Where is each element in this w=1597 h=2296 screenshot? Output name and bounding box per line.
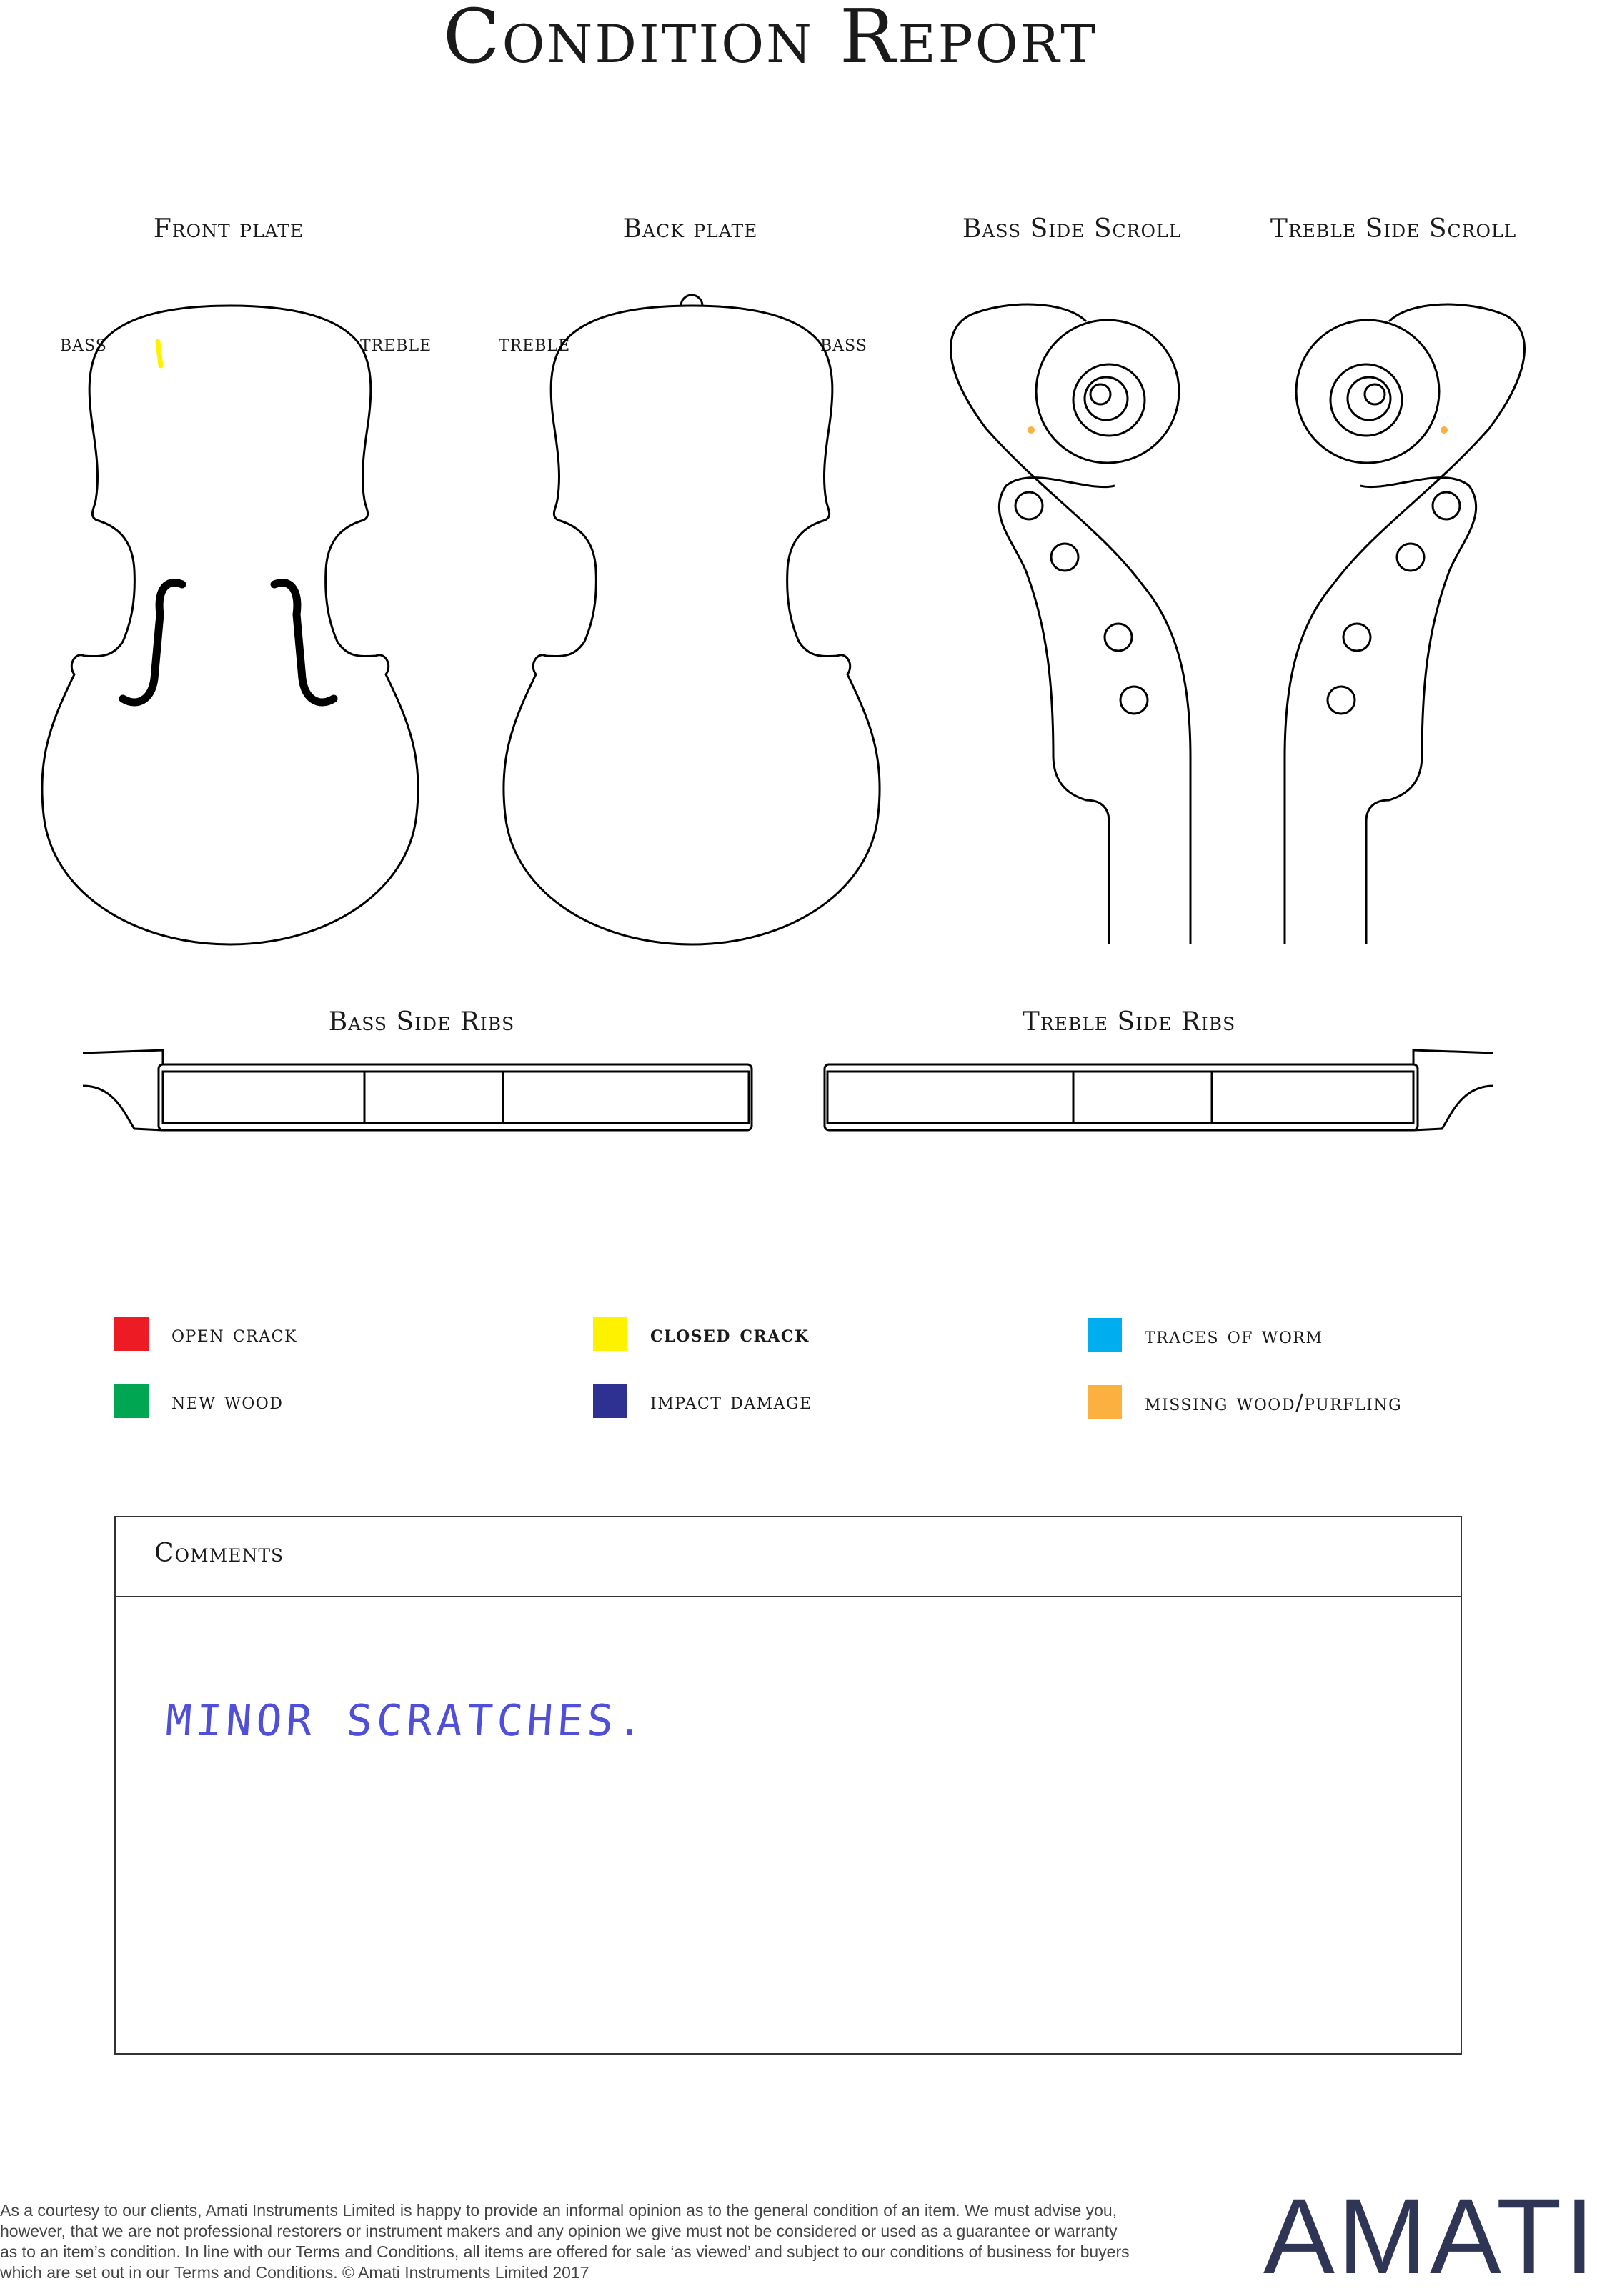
handwritten-comment: MINOR SCRATCHES. bbox=[164, 1696, 650, 1746]
legend-swatch-open-crack bbox=[114, 1317, 149, 1351]
legend-missing-wood-purfling bbox=[1088, 1384, 1402, 1420]
treble-side-scroll-heading: Treble Side Scroll bbox=[1270, 214, 1517, 244]
legend-new-wood bbox=[114, 1383, 283, 1419]
front-plate-heading: Front plate bbox=[153, 214, 304, 244]
back-plate-heading: Back plate bbox=[622, 214, 758, 244]
legend-closed-crack bbox=[593, 1316, 810, 1352]
disclaimer-text: As a courtesy to our clients, Amati Instruments Limited is happy to provide an informal opinion as to the general condition of an item. We must advise you, however, that we are not professional restorers or instrument makers and any opinion we give must not be considered or used as a guarantee or warranty as to an item’s condition. In line with our Terms and Conditions, all items are offered for sale ‘as viewed’ and subject to our conditions of business for buyers which are set out in our Terms and Conditions. © Amati Instruments Limited 2017 bbox=[0, 2201, 1130, 2282]
bass-side-ribs-heading: Bass Side Ribs bbox=[328, 1007, 515, 1037]
treble-ribs-inner bbox=[827, 1072, 1413, 1123]
legend-label: open crack bbox=[171, 1320, 297, 1347]
legend-swatch-impact-damage bbox=[593, 1384, 627, 1418]
page-title: Condition Report bbox=[443, 0, 1098, 80]
comments-header bbox=[116, 1517, 1461, 1597]
treble-side-ribs-diagram bbox=[0, 0, 1541, 1143]
legend-label: missing wood/purfling bbox=[1145, 1389, 1403, 1416]
legend-swatch-closed-crack bbox=[593, 1317, 627, 1351]
legend-open-crack bbox=[114, 1316, 297, 1352]
treble-side-ribs-heading: Treble Side Ribs bbox=[1022, 1007, 1236, 1037]
legend-swatch-missing-wood-purfling bbox=[1088, 1385, 1122, 1419]
back-treble-label: TREBLE bbox=[499, 337, 571, 355]
bass-side-scroll-heading: Bass Side Scroll bbox=[962, 214, 1182, 244]
back-bass-label: BASS bbox=[820, 337, 867, 355]
comments-box bbox=[114, 1516, 1462, 2055]
treble-ribs-neck-root bbox=[1413, 1050, 1493, 1130]
legend-label: new wood bbox=[171, 1387, 284, 1414]
front-treble-label: TREBLE bbox=[360, 337, 432, 355]
legend-label: impact damage bbox=[650, 1387, 812, 1414]
treble-ribs-outer bbox=[825, 1064, 1418, 1130]
legend-label: traces of worm bbox=[1145, 1322, 1323, 1349]
amati-logo: AMATI bbox=[1263, 2176, 1597, 2296]
legend-swatch-traces-of-worm bbox=[1088, 1318, 1122, 1352]
comments-label: Comments bbox=[154, 1539, 284, 1568]
front-bass-label: BASS bbox=[60, 337, 107, 355]
legend-traces-of-worm bbox=[1088, 1317, 1323, 1353]
legend-swatch-new-wood bbox=[114, 1384, 149, 1418]
legend-label: closed crack bbox=[650, 1320, 810, 1347]
legend-impact-damage bbox=[593, 1383, 812, 1419]
